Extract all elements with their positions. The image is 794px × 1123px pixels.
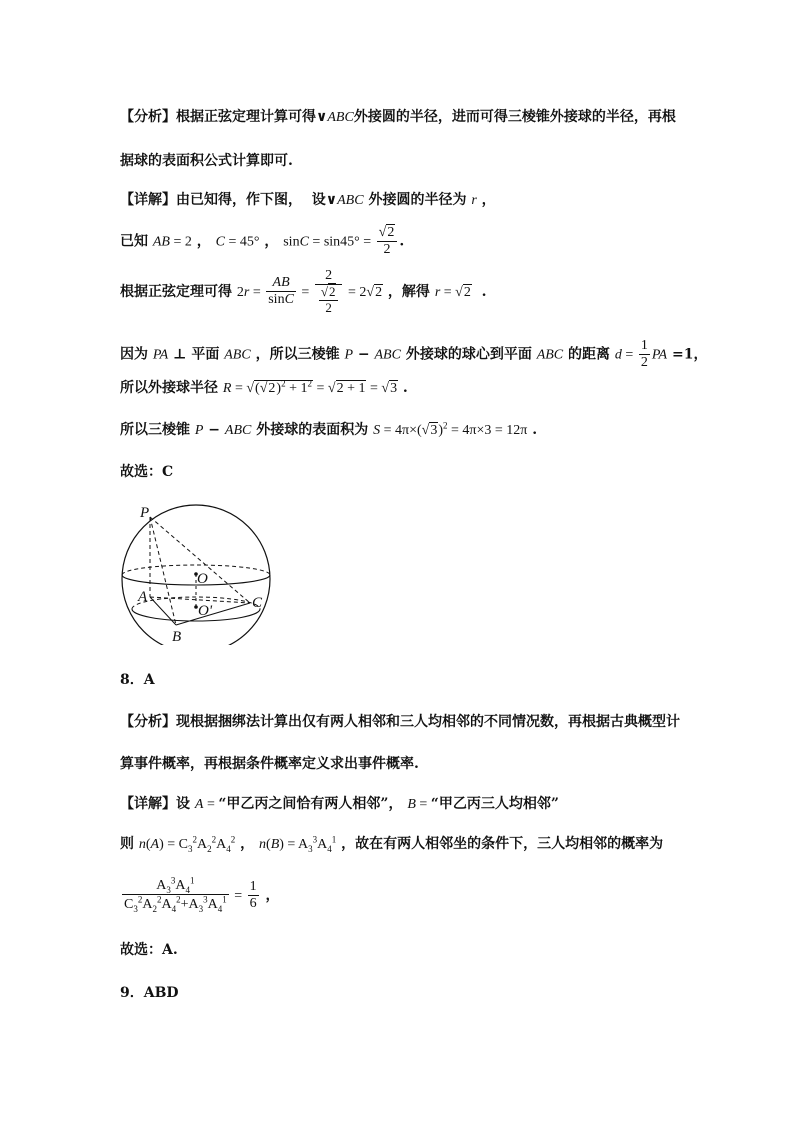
q7-detail-line-1: 【详解】由已知得，作下图， 设∨ABC 外接圆的半径为 r ， xyxy=(120,192,496,208)
label-B: B xyxy=(172,629,182,645)
q7-sine-law-line: 根据正弦定理可得 2r = $\frac{AB}{\sin C}$ = $\frac{2}{\frac{√2}{2}}$ = 2√2 ，解得 r = √2 . xyxy=(120,268,487,316)
q8-detail-line-1: 【详解】设 A = “甲乙丙之间恰有两人相邻”， B = “甲乙丙三人均相邻” xyxy=(120,796,559,812)
label-C: C xyxy=(252,595,263,611)
label-O: O xyxy=(197,571,208,587)
q9-heading: 9．ABD xyxy=(120,985,179,1001)
q7-surface-line: 所以三棱锥 P − ABC 外接球的表面积为 $S = 4\pi\times(√3)^2 = 4\pi\times 3 = 12\pi$ . xyxy=(120,420,538,438)
q7-distance-line: 因为 PA ⊥ 平面 ABC ，所以三棱锥 P − ABC 外接球的球心到平面 ABC 的距离 d = $\frac{1}{2}$ PA =1， xyxy=(120,338,708,371)
q7-radius-line: 所以外接球半径 $R = √(√2)^2 + 1^2 = √2 + 1 = √3$ . xyxy=(120,378,408,396)
q8-heading: 8．A xyxy=(120,672,155,688)
q7-given-line: 已知 AB = 2 ， C = 45° ， sinC = sin45° = $\frac{√2}{2}$ . xyxy=(120,225,405,258)
label-A: A xyxy=(138,589,148,605)
q8-analysis-line-2: 算事件概率，再根据条件概率定义求出事件概率. xyxy=(120,756,419,772)
q8-answer: 故选：A. xyxy=(120,942,178,958)
label-O-prime: O' xyxy=(198,603,213,619)
q8-analysis-line-1: 【分析】现根据捆绑法计算出仅有两人相邻和三人均相邻的不同情况数，再根据古典概型计 xyxy=(120,714,680,730)
q8-detail-line-2: 则 $n(A) = C_3^2A_2^2A_4^2$ ， $n(B) = A_3^3A_4^1$ ，故在有两人相邻坐的条件下，三人均相邻的概率为 xyxy=(120,834,664,854)
q7-analysis-line-1: 【分析】根据正弦定理计算可得∨ABC外接圆的半径，进而可得三棱锥外接球的半径，再根 xyxy=(120,109,676,125)
sphere-figure xyxy=(118,503,278,645)
q8-probability: $\frac{A_3^3A_4^1}{C_3^2A_2^2A_4^2+A_3^3A_4^1}$ = $\frac{1}{6}$ ， xyxy=(124,875,280,914)
q7-answer: 故选：C xyxy=(120,464,174,480)
label-P: P xyxy=(140,505,150,521)
q7-analysis-line-2: 据球的表面积公式计算即可. xyxy=(120,153,293,169)
